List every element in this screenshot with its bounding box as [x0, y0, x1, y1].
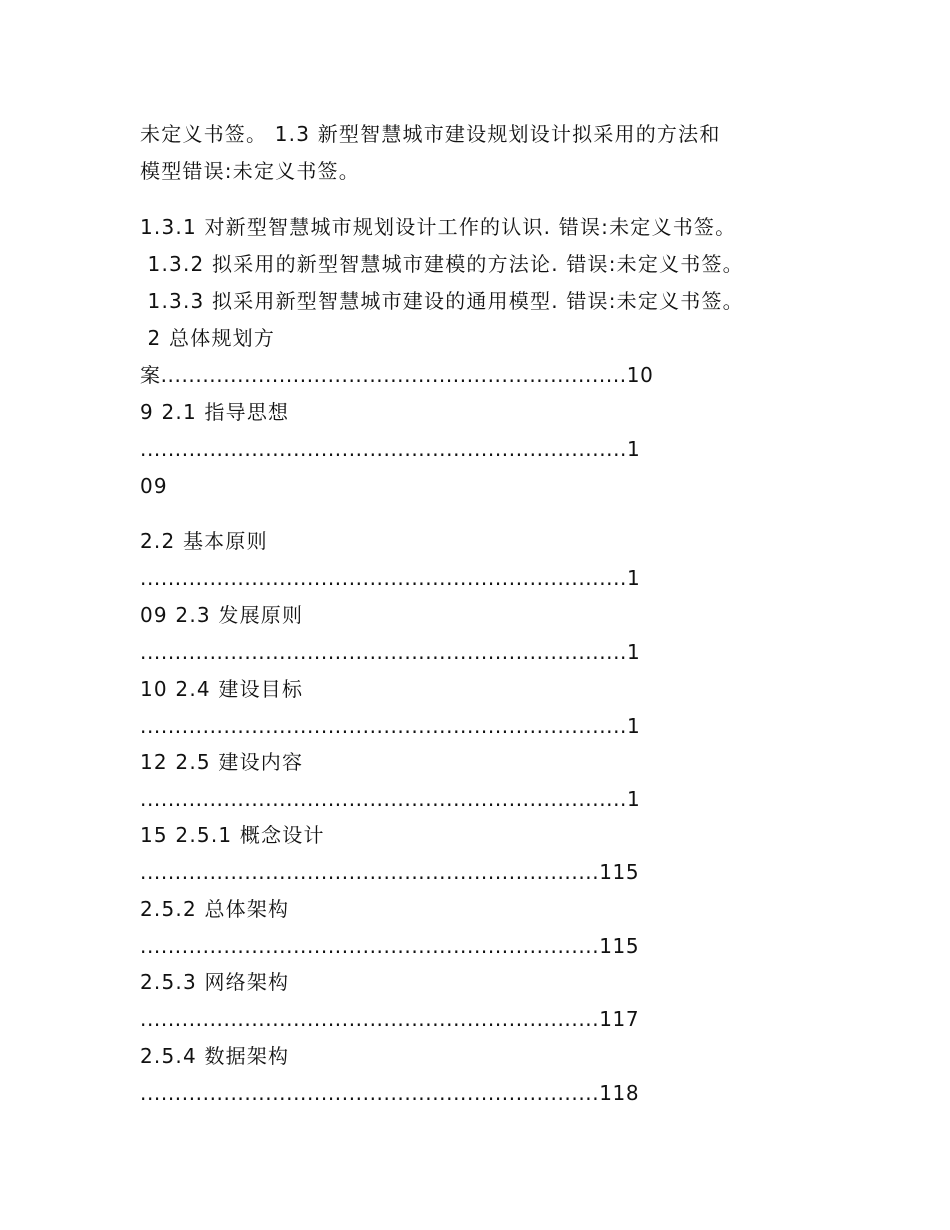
- toc-line: ......................................................................1: [140, 714, 641, 738]
- toc-line: 未定义书签。 1.3 新型智慧城市建设规划设计拟采用的方法和: [140, 122, 721, 146]
- toc-line: 2.2 基本原则: [140, 529, 268, 553]
- toc-line: 模型错误:未定义书签。: [140, 159, 360, 183]
- toc-line: 10 2.4 建设目标: [140, 677, 304, 701]
- toc-line: 2.5.3 网络架构: [140, 970, 290, 994]
- toc-line: 15 2.5.1 概念设计: [140, 823, 325, 847]
- toc-line: ......................................................................1: [140, 640, 641, 664]
- toc-line: 2.5.2 总体架构: [140, 897, 290, 921]
- toc-line: 案...................................................................10: [140, 363, 654, 387]
- toc-line: 09 2.3 发展原则: [140, 603, 304, 627]
- toc-line: ..................................................................115: [140, 860, 640, 884]
- toc-line: ......................................................................1: [140, 787, 641, 811]
- toc-line: 1.3.3 拟采用新型智慧城市建设的通用模型. 错误:未定义书签。: [140, 289, 744, 313]
- toc-line: ......................................................................1: [140, 437, 641, 461]
- toc-line: ..................................................................117: [140, 1007, 640, 1031]
- toc-line: 1.3.2 拟采用的新型智慧城市建模的方法论. 错误:未定义书签。: [140, 252, 744, 276]
- toc-line: 12 2.5 建设内容: [140, 750, 304, 774]
- toc-line: 09: [140, 474, 168, 498]
- toc-line: ......................................................................1: [140, 566, 641, 590]
- toc-line: 9 2.1 指导思想: [140, 400, 290, 424]
- toc-line: 1.3.1 对新型智慧城市规划设计工作的认识. 错误:未定义书签。: [140, 215, 737, 239]
- toc-line: 2 总体规划方: [140, 326, 276, 350]
- toc-line: ..................................................................115: [140, 934, 640, 958]
- toc-line: ..................................................................118: [140, 1081, 640, 1105]
- toc-line: 2.5.4 数据架构: [140, 1044, 290, 1068]
